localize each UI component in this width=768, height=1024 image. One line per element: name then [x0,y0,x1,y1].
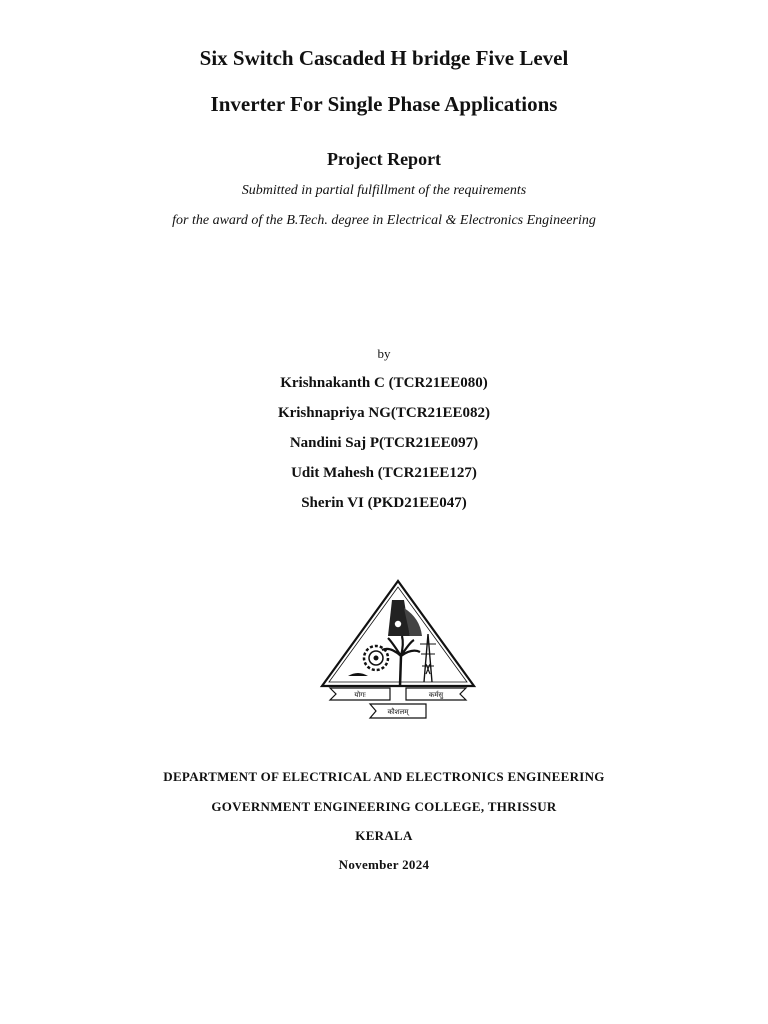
banner-left-text: योगः [354,691,366,699]
palm-tree-icon [382,636,420,686]
report-title-line-1: Six Switch Cascaded H bridge Five Level [199,46,569,70]
report-title-line-2: Inverter For Single Phase Applications [210,92,558,116]
college-emblem-logo [318,578,478,724]
banner-right-text: कर्मसु [428,691,444,699]
author-4: Udit Mahesh (TCR21EE127) [291,465,477,481]
author-3: Nandini Saj P(TCR21EE097) [289,435,479,451]
college-name: GOVERNMENT ENGINEERING COLLEGE, THRISSUR [211,799,557,814]
ship-icon [348,673,368,676]
by-label: by [377,346,391,361]
report-date: November 2024 [338,857,430,872]
state-name: KERALA [355,828,413,843]
department-name: DEPARTMENT OF ELECTRICAL AND ELECTRONICS ENGINEERING [163,769,605,784]
transmission-tower-icon [420,634,436,682]
author-5: Sherin VI (PKD21EE047) [301,495,467,511]
author-2: Krishnapriya NG(TCR21EE082) [277,405,491,421]
banner-bottom-text: कौशलम् [387,708,409,716]
submission-line-2: for the award of the B.Tech. degree in Electrical & Electronics Engineering [172,213,596,228]
report-type: Project Report [326,149,442,169]
author-1: Krishnakanth C (TCR21EE080) [280,375,488,391]
submission-line-1: Submitted in partial fulfillment of the requirements [241,183,527,198]
